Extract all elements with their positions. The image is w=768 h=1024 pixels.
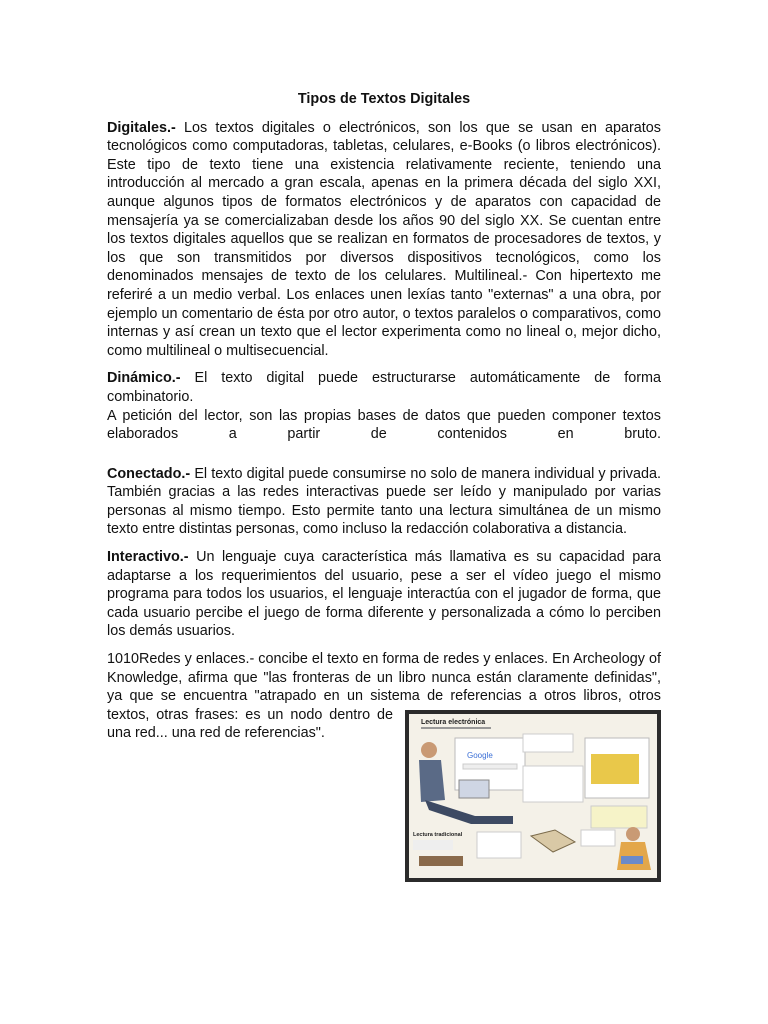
info-highlight (591, 754, 639, 784)
infographic-illustration (405, 710, 661, 882)
speech-bubble-3 (581, 830, 615, 846)
paragraph-digitales: Digitales.- Los textos digitales o electrónicos, son los que se usan en aparatos tecnológicos como computadoras, tabletas, celulares, e-Books (o libros electrónicos). Este tipo de texto tiene una existencia relativamente reciente, teniendo una introducción al mercado a gran escala, apenas en la primera década del siglo XXI, aunque algunos tipos de formatos electrónicos y de aparatos con capacidad de mensajería ya se comercializaban desde los años 90 del siglo XX. Se cuentan entre los textos digitales aquellos que se realizan en formatos de procesadores de textos, y los que son transmitidos por diversos dispositivos tecnológicos, como los denominados mensajes de texto de los celulares. Multilineal.- Con hipertexto me referiré a un medio verbal. Los enlaces unen lexías tanto "externas" a una obra, por ejemplo un comentario de ésta por otro autor, o textos paralelos o comparativos, como internas y así crean un texto que el lector experimenta como no lineal o, mejor dicho, como multilineal o multisecuencial. (107, 119, 661, 359)
traditional-text-block (413, 840, 453, 850)
document-title: Tipos de Textos Digitales (297, 91, 471, 107)
term-dinamico: Dinámico.- (107, 370, 181, 387)
term-digitales: Digitales.- (107, 119, 176, 136)
paragraph-conectado: Conectado.- El texto digital puede consumirse no solo de manera individual y privada. También gracias a las redes interactivas puede ser leído y manipulado por varias personas al mismo tiempo. Esto permite tanto una lectura simultánea de un mismo texto entre distintas personas, como incluso la redacción colaborativa a distancia. (107, 465, 661, 538)
screen-panel-text (523, 766, 583, 802)
paragraph-dinamico-extra: A petición del lector, son las propias bases de datos que pueden componer textos elaborados a partir de contenidos en bruto. (107, 407, 661, 443)
person-body (419, 760, 445, 802)
laptop (459, 780, 489, 798)
speech-bubble-1 (523, 734, 573, 752)
reader-head (626, 827, 640, 841)
paragraph-dinamico: Dinámico.- El texto digital puede estructurarse automáticamente de forma combinatorio. (107, 370, 661, 405)
redes-text-lead: 1010Redes y enlaces.- concibe el texto en forma de redes y enlaces. En Archeology of Knowledge, afirma que "las fronteras de un libro nunca están claramente definidas", ya que se encuentra "atrapado en un sistema de referencias a otros (107, 651, 661, 705)
infographic-heading: Lectura electrónica (421, 718, 486, 726)
paragraph-redes (107, 650, 661, 838)
heading-underline (421, 727, 491, 729)
redes-text-rest: libros, otros textos, otras frases: es un nodo dentro de una red... una red de referencias". (107, 688, 661, 742)
term-conectado: Conectado.- (107, 465, 191, 482)
reader-book (621, 856, 643, 864)
infographic-image (405, 710, 661, 882)
speech-bubble-2 (477, 832, 521, 858)
term-interactivo: Interactivo.- (107, 549, 189, 566)
closed-book (419, 856, 463, 866)
person-head (421, 742, 437, 758)
search-logo: Google (467, 750, 493, 760)
note-box (591, 806, 647, 828)
paragraph-interactivo: Interactivo.- Un lenguaje cuya característica más llamativa es su capacidad para adaptarse a los requerimientos del usuario, pese a ser el vídeo juego el mismo programa para todos los usuarios, el lenguaje interactúa con el jugador de forma, que cada usuario percibe el juego de forma diferente y personalizada a cómo lo perciben los demás usuarios. (107, 549, 661, 640)
search-box (463, 764, 517, 769)
document-page (107, 90, 661, 882)
traditional-label: Lectura tradicional (413, 831, 463, 838)
